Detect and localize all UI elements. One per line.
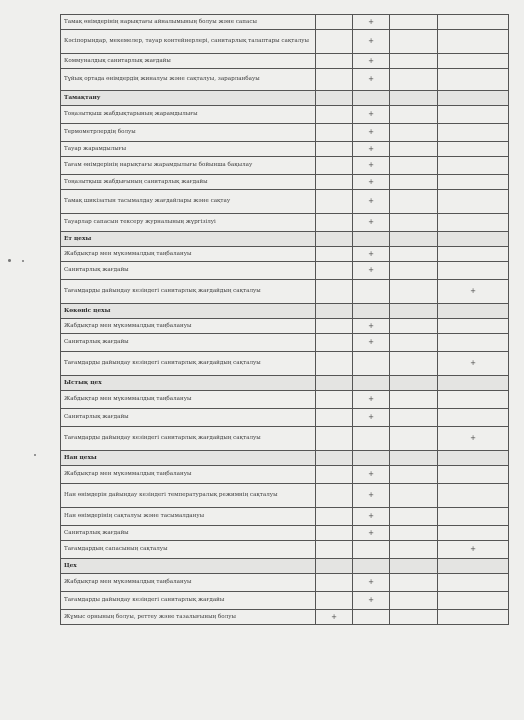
mark-cell: [390, 190, 438, 214]
checklist-row: [61, 334, 509, 352]
mark-cell: [316, 30, 353, 54]
section-title: Ет цехы: [61, 232, 316, 247]
checklist-row: [61, 69, 509, 91]
mark-cell: [438, 247, 509, 262]
mark-cell: [316, 142, 353, 157]
mark-cell: [438, 391, 509, 409]
section-title: Цех: [61, 559, 316, 574]
mark-cell: +: [353, 508, 390, 526]
mark-cell: [390, 124, 438, 142]
mark-cell: [438, 190, 509, 214]
mark-cell: [390, 592, 438, 610]
section-header-row: [61, 304, 509, 319]
blank-cell: [316, 559, 353, 574]
mark-cell: [390, 391, 438, 409]
criterion-text: Нан өнімдерін дайындау кезіндегі температуралық режимнің сақталуы: [61, 484, 316, 508]
mark-cell: [390, 247, 438, 262]
mark-cell: [390, 610, 438, 625]
criterion-text: Тоңазытқыш жабдығының санитарлық жағдайы: [61, 175, 316, 190]
blank-cell: [390, 559, 438, 574]
mark-cell: +: [353, 526, 390, 541]
criterion-text: Санитарлық жағдайы: [61, 409, 316, 427]
section-header-row: [61, 91, 509, 106]
mark-cell: [390, 466, 438, 484]
mark-cell: [438, 214, 509, 232]
mark-cell: [316, 247, 353, 262]
criterion-text: Тауарлар сапасын тексеру журналының жүргізілуі: [61, 214, 316, 232]
checklist-row: [61, 15, 509, 30]
mark-cell: [316, 427, 353, 451]
mark-cell: +: [353, 190, 390, 214]
mark-cell: [390, 526, 438, 541]
mark-cell: [316, 175, 353, 190]
mark-cell: [438, 106, 509, 124]
mark-cell: [390, 15, 438, 30]
blank-cell: [390, 451, 438, 466]
mark-cell: [438, 124, 509, 142]
mark-cell: [353, 280, 390, 304]
criterion-text: Коммуналдық санитарлық жағдайы: [61, 54, 316, 69]
criterion-text: Тағамдардың сапасының сақталуы: [61, 541, 316, 559]
criterion-text: Санитарлық жағдайы: [61, 526, 316, 541]
mark-cell: [390, 69, 438, 91]
mark-cell: [316, 106, 353, 124]
criterion-text: Жабдықтар мен мүкәммалдың таңбалануы: [61, 247, 316, 262]
mark-cell: [316, 190, 353, 214]
blank-cell: [316, 304, 353, 319]
mark-cell: [390, 541, 438, 559]
mark-cell: [316, 574, 353, 592]
mark-cell: +: [353, 334, 390, 352]
checklist-row: [61, 484, 509, 508]
mark-cell: [438, 54, 509, 69]
mark-cell: +: [438, 427, 509, 451]
blank-cell: [316, 91, 353, 106]
criterion-text: Тоңазытқыш жабдықтарының жарамдылығы: [61, 106, 316, 124]
mark-cell: [438, 69, 509, 91]
blank-cell: [316, 376, 353, 391]
mark-cell: [390, 334, 438, 352]
mark-cell: +: [353, 574, 390, 592]
mark-cell: [390, 214, 438, 232]
checklist-row: [61, 526, 509, 541]
mark-cell: [353, 541, 390, 559]
criterion-text: Жабдықтар мен мүкәммалдың таңбалануы: [61, 319, 316, 334]
checklist-row: [61, 157, 509, 175]
mark-cell: [316, 54, 353, 69]
scan-speck: [22, 260, 24, 262]
criterion-text: Тағамдарды дайындау кезіндегі санитарлық жағдайдың сақталуы: [61, 280, 316, 304]
mark-cell: [316, 280, 353, 304]
mark-cell: [316, 214, 353, 232]
mark-cell: [438, 142, 509, 157]
blank-cell: [438, 304, 509, 319]
checklist-row: [61, 352, 509, 376]
mark-cell: [316, 409, 353, 427]
section-header-row: [61, 559, 509, 574]
mark-cell: [316, 592, 353, 610]
mark-cell: [390, 262, 438, 280]
checklist-row: [61, 142, 509, 157]
checklist-row: [61, 175, 509, 190]
criterion-text: Кәсіпорындар, мекемелер, тауар контейнерлері, санитарлық талаптары сақталуы: [61, 30, 316, 54]
mark-cell: [438, 526, 509, 541]
section-title: Тамақтану: [61, 91, 316, 106]
mark-cell: +: [353, 15, 390, 30]
mark-cell: +: [353, 262, 390, 280]
mark-cell: [316, 526, 353, 541]
checklist-row: [61, 409, 509, 427]
criterion-text: Санитарлық жағдайы: [61, 262, 316, 280]
section-header-row: [61, 451, 509, 466]
blank-cell: [438, 451, 509, 466]
mark-cell: [438, 157, 509, 175]
checklist-row: [61, 30, 509, 54]
mark-cell: [316, 391, 353, 409]
blank-cell: [390, 91, 438, 106]
criterion-text: Тамақ шикізатын тасымалдау жағдайлары және сақтау: [61, 190, 316, 214]
mark-cell: [438, 508, 509, 526]
criterion-text: Тағамдарды дайындау кезіндегі санитарлық жағдайдың сақталуы: [61, 352, 316, 376]
checklist-row: [61, 541, 509, 559]
mark-cell: [316, 334, 353, 352]
blank-cell: [390, 304, 438, 319]
checklist-row: [61, 508, 509, 526]
mark-cell: +: [353, 409, 390, 427]
mark-cell: +: [353, 247, 390, 262]
mark-cell: [390, 427, 438, 451]
criterion-text: Жабдықтар мен мүкәммалдың таңбалануы: [61, 466, 316, 484]
section-title: Ыстық цех: [61, 376, 316, 391]
mark-cell: +: [316, 610, 353, 625]
criterion-text: Тұйық ортада өнімдердің жиналуы және сақталуы, зарарланбауы: [61, 69, 316, 91]
checklist-row: [61, 319, 509, 334]
mark-cell: [390, 280, 438, 304]
checklist-row: [61, 574, 509, 592]
mark-cell: [316, 157, 353, 175]
mark-cell: +: [353, 124, 390, 142]
mark-cell: +: [353, 54, 390, 69]
mark-cell: +: [353, 142, 390, 157]
mark-cell: [316, 15, 353, 30]
mark-cell: [438, 466, 509, 484]
section-header-row: [61, 232, 509, 247]
blank-cell: [353, 91, 390, 106]
mark-cell: +: [438, 352, 509, 376]
mark-cell: [316, 541, 353, 559]
checklist-row: [61, 262, 509, 280]
criterion-text: Термометрлердің болуы: [61, 124, 316, 142]
mark-cell: [316, 466, 353, 484]
scan-speck: [8, 259, 11, 262]
section-title: Көкөніс цехы: [61, 304, 316, 319]
mark-cell: [438, 592, 509, 610]
criterion-text: Санитарлық жағдайы: [61, 334, 316, 352]
blank-cell: [353, 304, 390, 319]
mark-cell: +: [353, 30, 390, 54]
blank-cell: [316, 451, 353, 466]
mark-cell: [390, 352, 438, 376]
mark-cell: [390, 319, 438, 334]
blank-cell: [353, 376, 390, 391]
scan-speck: [34, 454, 36, 456]
mark-cell: [390, 142, 438, 157]
blank-cell: [353, 559, 390, 574]
mark-cell: [390, 30, 438, 54]
mark-cell: [390, 574, 438, 592]
mark-cell: [438, 610, 509, 625]
checklist-row: [61, 427, 509, 451]
mark-cell: [316, 319, 353, 334]
mark-cell: +: [438, 280, 509, 304]
mark-cell: [438, 262, 509, 280]
mark-cell: +: [353, 391, 390, 409]
blank-cell: [353, 451, 390, 466]
section-header-row: [61, 376, 509, 391]
checklist-row: [61, 190, 509, 214]
criterion-text: Тамақ өнімдерінің нарықтағы айналымының болуы және сапасы: [61, 15, 316, 30]
blank-cell: [353, 232, 390, 247]
mark-cell: [438, 334, 509, 352]
mark-cell: [438, 574, 509, 592]
mark-cell: [390, 106, 438, 124]
checklist-row: [61, 214, 509, 232]
mark-cell: [438, 484, 509, 508]
checklist-row: [61, 592, 509, 610]
mark-cell: [390, 508, 438, 526]
mark-cell: [390, 175, 438, 190]
mark-cell: +: [353, 157, 390, 175]
mark-cell: [316, 484, 353, 508]
mark-cell: +: [353, 69, 390, 91]
mark-cell: [353, 610, 390, 625]
criterion-text: Жабдықтар мен мүкәммалдың таңбалануы: [61, 574, 316, 592]
mark-cell: [390, 484, 438, 508]
mark-cell: [438, 319, 509, 334]
checklist-row: [61, 247, 509, 262]
checklist-row: [61, 391, 509, 409]
mark-cell: +: [353, 484, 390, 508]
mark-cell: [438, 15, 509, 30]
mark-cell: +: [353, 175, 390, 190]
criterion-text: Тауар жарамдылығы: [61, 142, 316, 157]
mark-cell: [438, 30, 509, 54]
criterion-text: Жұмыс орнының болуы, реттеу және тазалығының болуы: [61, 610, 316, 625]
checklist-row: [61, 466, 509, 484]
criterion-text: Тағамдарды дайындау кезіндегі санитарлық жағдайдың сақталуы: [61, 427, 316, 451]
blank-cell: [438, 232, 509, 247]
checklist-row: [61, 280, 509, 304]
blank-cell: [390, 376, 438, 391]
checklist-table: [60, 14, 509, 625]
checklist-row: [61, 54, 509, 69]
mark-cell: [353, 352, 390, 376]
mark-cell: [316, 69, 353, 91]
mark-cell: +: [353, 466, 390, 484]
mark-cell: [438, 175, 509, 190]
mark-cell: [316, 262, 353, 280]
checklist-row: [61, 106, 509, 124]
blank-cell: [316, 232, 353, 247]
mark-cell: [353, 427, 390, 451]
mark-cell: [390, 409, 438, 427]
blank-cell: [390, 232, 438, 247]
mark-cell: [438, 409, 509, 427]
criterion-text: Нан өнімдерінің сақталуы және тасымалдануы: [61, 508, 316, 526]
mark-cell: [316, 352, 353, 376]
mark-cell: [390, 157, 438, 175]
mark-cell: +: [353, 319, 390, 334]
blank-cell: [438, 91, 509, 106]
blank-cell: [438, 559, 509, 574]
blank-cell: [438, 376, 509, 391]
mark-cell: +: [353, 106, 390, 124]
mark-cell: +: [353, 592, 390, 610]
checklist-body: [61, 15, 509, 625]
mark-cell: +: [353, 214, 390, 232]
mark-cell: +: [438, 541, 509, 559]
criterion-text: Тағамдарды дайындау кезіндегі санитарлық жағдайы: [61, 592, 316, 610]
criterion-text: Тағам өнімдерінің нарықтағы жарамдылығы бойынша бақылау: [61, 157, 316, 175]
checklist-row: [61, 124, 509, 142]
mark-cell: [390, 54, 438, 69]
criterion-text: Жабдықтар мен мүкәммалдың таңбалануы: [61, 391, 316, 409]
section-title: Нан цехы: [61, 451, 316, 466]
checklist-row: [61, 610, 509, 625]
mark-cell: [316, 508, 353, 526]
mark-cell: [316, 124, 353, 142]
